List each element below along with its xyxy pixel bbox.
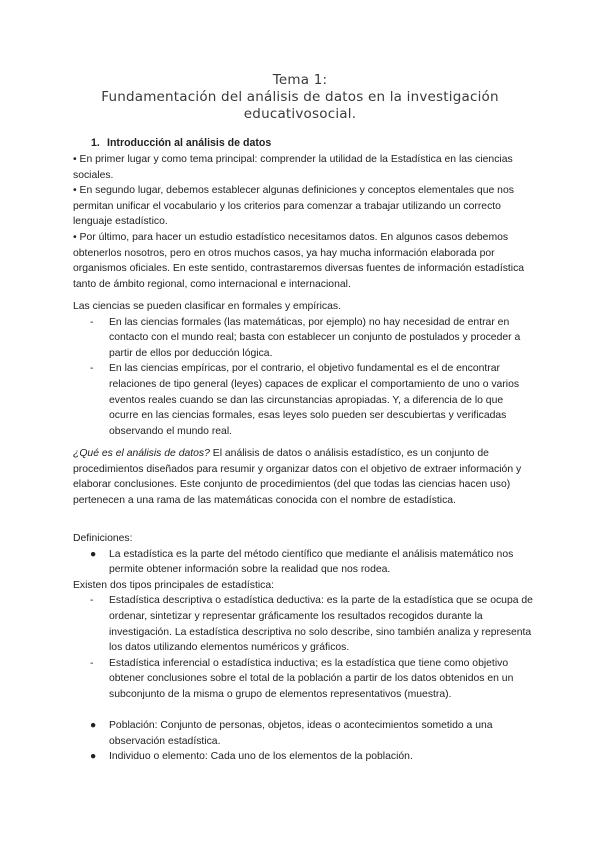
- definicion-poblacion: [73, 718, 535, 749]
- definicion-individuo: [73, 749, 535, 765]
- ciencias-intro: Las ciencias se pueden clasificar en formales y empíricas.: [73, 301, 341, 312]
- dash-marker: -: [90, 657, 94, 669]
- tipo-inferencial: [73, 656, 535, 703]
- ciencias-item-empiricas: [73, 361, 535, 439]
- title-line-2: Fundamentación del análisis de datos en la investigación: [101, 89, 499, 105]
- tipo-descriptiva-text: Estadística descriptiva o estadística deductiva: es la parte de la estadística que se ocupa de ordenar, sintetizar y representar gráficamente los resultados recogidos durante la investigación. La estadística descriptiva no solo describe, sino también analiza y representa los datos utilizando elementos numéricos y gráficos.: [109, 595, 533, 654]
- definicion-poblacion-text: Población: Conjunto de personas, objetos, ideas o acontecimientos sometido a una observación estadística.: [109, 720, 493, 747]
- spacer: [73, 703, 535, 719]
- definicion-individuo-text: Individuo o elemento: Cada uno de los elementos de la población.: [109, 751, 413, 763]
- analisis-paragraph: [73, 446, 535, 508]
- definiciones-block: [73, 531, 535, 765]
- intro-bullet-2: • En segundo lugar, debemos establecer algunas definiciones y conceptos elementales que nos permitan unificar el vocabulario y los criterios para comenzar a trabajar utilizando un correcto lenguaje estadístico.: [73, 185, 514, 228]
- bullet-dot-icon: ●: [90, 751, 97, 763]
- analisis-body: El análisis de datos o análisis estadístico, es un conjunto de procedimientos diseñados para resumir y organizar datos con el objetivo de extraer información y elaborar conclusiones. Este conjunto de procedimientos (del que todas las ciencias hacen uso) pertenecen a una rama de las matemáticas conocida con el nombre de estadística.: [73, 448, 522, 506]
- document-title: [0, 72, 600, 123]
- section-heading-text: Introducción al análisis de datos: [107, 137, 272, 149]
- dash-marker: -: [90, 595, 94, 607]
- intro-bullets: [73, 152, 535, 292]
- tipo-inferencial-text: Estadística inferencial o estadística inductiva; es la estadística que tiene como objetivo obtener conclusiones sobre el total de la población a partir de los datos obtenidos en un subconjunto de la misma o grupo de elementos representativos (muestra).: [109, 657, 514, 700]
- ciencias-item-formales: [73, 315, 535, 362]
- ciencias-block: [73, 299, 535, 439]
- section-number: 1.: [91, 137, 100, 149]
- intro-bullet-1: • En primer lugar y como tema principal: comprender la utilidad de la Estadística en las ciencias sociales.: [73, 154, 513, 181]
- ciencias-formales-text: En las ciencias formales (las matemáticas, por ejemplo) no hay necesidad de entrar en contacto con el mundo real; basta con establecer un conjunto de postulados y proceder a partir de ellos por deducción lógica.: [109, 316, 521, 359]
- bullet-dot-icon: ●: [90, 548, 97, 560]
- title-line-3: educativosocial.: [243, 106, 357, 122]
- tipos-intro: Existen dos tipos principales de estadística:: [73, 579, 274, 591]
- definicion-estadistica: [73, 547, 535, 578]
- dash-marker: -: [90, 363, 94, 375]
- bullet-dot-icon: ●: [90, 720, 97, 732]
- intro-bullet-3: • Por último, para hacer un estudio estadístico necesitamos datos. En algunos casos debemos obtenerlos nosotros, pero en otros muchos casos, ya hay mucha información elaborada por organismos oficiales. En este sentido, contrastaremos diversas fuentes de información estadística tanto de ámbito regional, como internacional e internacional.: [73, 231, 525, 290]
- analisis-question: ¿Qué es el análisis de datos?: [73, 448, 210, 459]
- dash-marker: -: [90, 316, 94, 328]
- analisis-text: [73, 446, 535, 508]
- definicion-estadistica-text: La estadística es la parte del método científico que mediante el análisis matemático nos permite obtener información sobre la realidad que nos rodea.: [109, 548, 514, 576]
- ciencias-empiricas-text: En las ciencias empíricas, por el contrario, el objetivo fundamental es el de encontrar relaciones de tipo general (leyes) capaces de explicar el comportamiento de uno o varios eventos reales cuando se dan las circunstancias apropiadas. Y, a diferencia de lo que ocurre en las ciencias formales, esas leyes solo pueden ser descubiertas y verificadas observando el mundo real.: [109, 363, 520, 437]
- title-line-1: Tema 1:: [272, 72, 328, 88]
- section-heading: [91, 137, 271, 149]
- tipo-descriptiva: [73, 593, 535, 655]
- definiciones-label: Definiciones:: [73, 533, 133, 544]
